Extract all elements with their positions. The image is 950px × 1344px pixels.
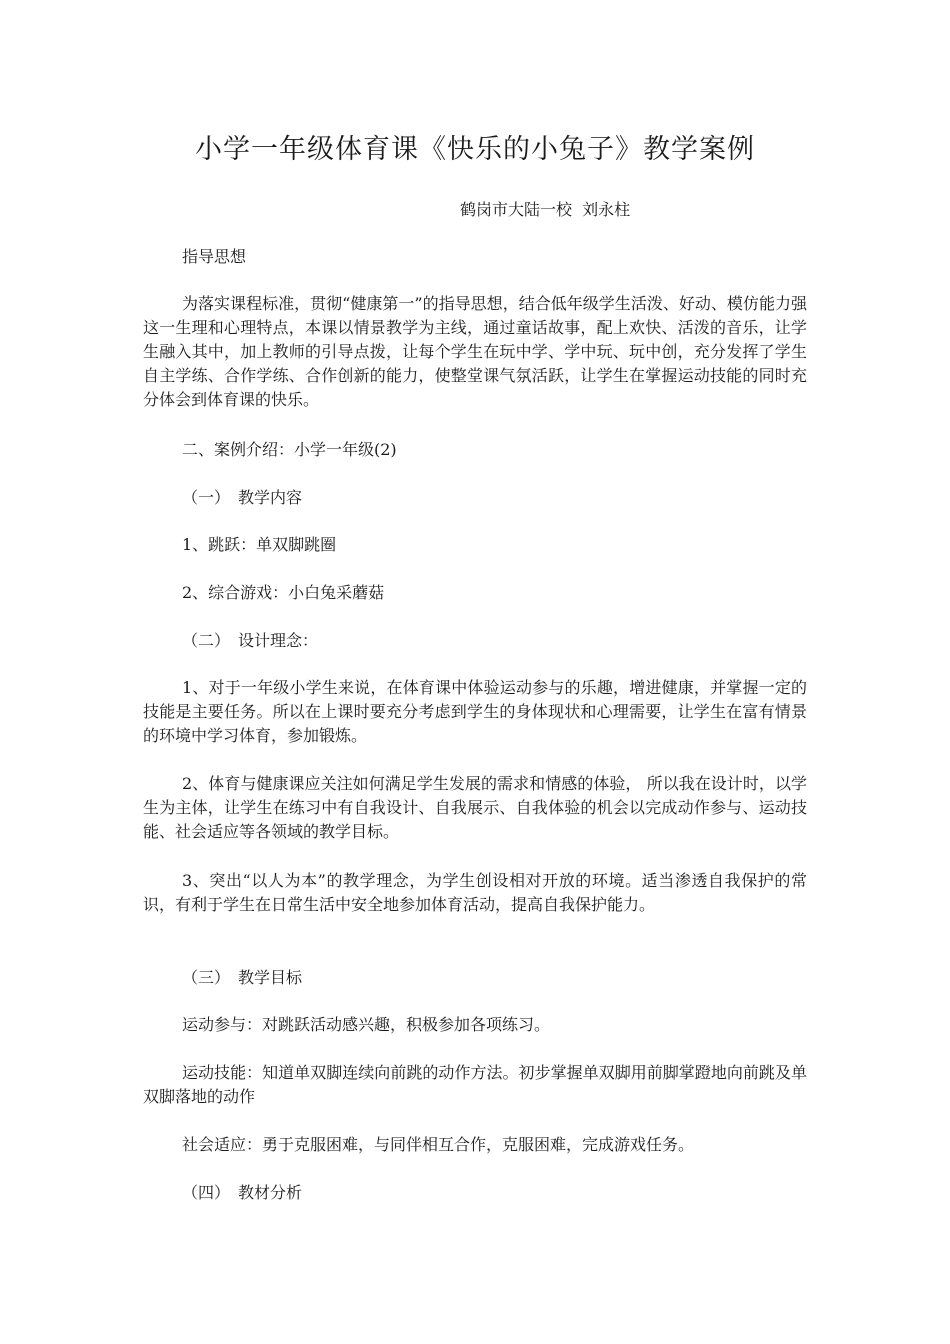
design-heading: （二） 设计理念： xyxy=(182,631,319,650)
author-line: 鹤岗市大陆一校 刘永柱 xyxy=(460,200,631,219)
case-intro: 二、案例介绍：小学一年级(2) xyxy=(182,440,397,459)
goal-social: 社会适应：勇于克服困难，与同伴相互合作，克服困难，完成游戏任务。 xyxy=(182,1135,695,1154)
design-paragraph-1: 1、对于一年级小学生来说，在体育课中体验运动参与的乐趣，增进健康，并掌握一定的技能是主要任务。所以在上课时要充分考虑到学生的身体现状和心理需要，让学生在富有情景的环境中学习体育，参加锻炼。 xyxy=(143,678,807,745)
analysis-heading: （四） 教材分析 xyxy=(182,1183,303,1202)
content-item-2: 2、综合游戏：小白兔采蘑菇 xyxy=(182,583,385,602)
goal-skills: 运动技能：知道单双脚连续向前跳的动作方法。初步掌握单双脚用前脚掌蹬地向前跳及单双脚落地的动作 xyxy=(143,1063,807,1106)
content-item-1: 1、跳跃：单双脚跳圈 xyxy=(182,535,337,554)
guiding-heading: 指导思想 xyxy=(182,247,247,266)
goals-heading: （三） 教学目标 xyxy=(182,968,303,987)
design-paragraph-3: 3、突出“以人为本”的教学理念，为学生创设相对开放的环境。适当渗透自我保护的常识，有利于学生在日常生活中安全地参加体育活动，提高自我保护能力。 xyxy=(143,871,807,914)
goal-participation: 运动参与：对跳跃活动感兴趣，积极参加各项练习。 xyxy=(182,1015,551,1034)
guiding-paragraph: 为落实课程标准，贯彻“健康第一”的指导思想，结合低年级学生活泼、好动、模仿能力强这一生理和心理特点，本课以情景教学为主线，通过童话故事，配上欢快、活泼的音乐，让学生融入其中，加上教师的引导点拨，让每个学生在玩中学、学中玩、玩中创，充分发挥了学生自主学练、合作学练、合作创新的能力，使整堂课气氛活跃，让学生在掌握运动技能的同时充分体会到体育课的快乐。 xyxy=(143,294,807,409)
document-title: 小学一年级体育课《快乐的小兔子》教学案例 xyxy=(195,134,755,165)
content-heading: （一） 教学内容 xyxy=(182,488,303,507)
design-paragraph-2: 2、体育与健康课应关注如何满足学生发展的需求和情感的体验， 所以我在设计时，以学生为主体，让学生在练习中有自我设计、自我展示、自我体验的机会以完成动作参与、运动技能、社会适应等各领域的教学目标。 xyxy=(143,774,807,841)
